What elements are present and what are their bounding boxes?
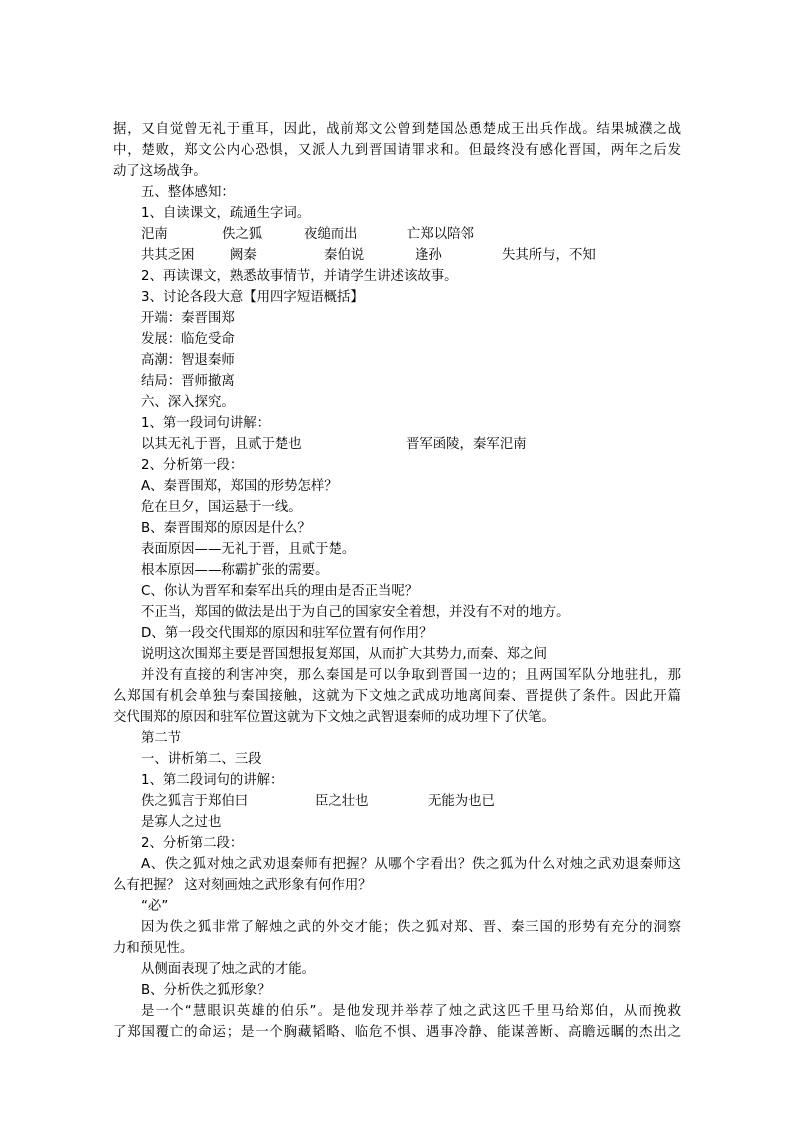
- text: 并没有直接的利害冲突，那么秦国是可以争取到晋国一边的；且两国军队分地驻扎，那: [141, 668, 681, 683]
- list-item: [0, 267, 794, 287]
- text: 了郑国覆亡的命运；是一个胸藏韬略、临危不惧、遇事冷静、能谋善断、高瞻远瞩的杰出之: [113, 1025, 681, 1040]
- phrase: 无能为也已: [428, 794, 495, 809]
- vocab-word: 亡郑以陪邻: [407, 227, 474, 242]
- text: “必”: [141, 899, 169, 914]
- answer: [0, 498, 794, 518]
- vocab-row: [0, 225, 794, 245]
- answer: [0, 645, 794, 665]
- text: 结局：晋师撤离: [141, 374, 235, 389]
- question: [0, 582, 794, 602]
- answer: [0, 1002, 794, 1022]
- stage-line: [0, 330, 794, 350]
- section-heading: [0, 393, 794, 413]
- text: 高潮：智退秦师: [141, 353, 235, 368]
- text: C、你认为晋军和秦军出兵的理由是否正当呢？: [141, 584, 419, 599]
- text: 么郑国有机会单独与秦国接触，这就为下文烛之武成功地离间秦、晋提供了条件。因此开篇: [113, 689, 681, 704]
- list-item: [0, 204, 794, 224]
- vocab-word: 共其乏困: [141, 248, 195, 263]
- question: [0, 981, 794, 1001]
- answer: [0, 687, 794, 707]
- stage-line: [0, 372, 794, 392]
- section-title: [0, 729, 794, 749]
- vocab-word: 秦伯说: [324, 248, 365, 263]
- phrase-row: [0, 792, 794, 812]
- text: 说明这次围郑主要是晋国想报复郑国，从而扩大其势力,而秦、郑之间: [141, 647, 547, 662]
- text: 1、第二段词句的讲解：: [141, 773, 284, 788]
- vocab-word: 逢孙: [415, 248, 442, 263]
- text: 开端：秦晋围郑: [141, 311, 235, 326]
- phrase: 晋军函陵，秦军汜南: [406, 437, 527, 452]
- text: 力和预见性。: [113, 941, 194, 956]
- answer: [0, 1023, 794, 1043]
- vocab-word: 佚之狐: [222, 227, 263, 242]
- text: 么有把握？ 这对刻画烛之武形象有何作用？: [113, 878, 372, 893]
- paragraph-line: [0, 120, 794, 140]
- question: [0, 855, 794, 875]
- phrase: 臣之壮也: [315, 794, 369, 809]
- text: 2、再读课文，熟悉故事情节，并请学生讲述该故事。: [141, 269, 458, 284]
- vocab-row: [0, 246, 794, 266]
- heading-text: 六、深入探究。: [141, 395, 235, 410]
- list-item: [0, 456, 794, 476]
- list-item: [0, 771, 794, 791]
- section-heading: [0, 183, 794, 203]
- text: 不正当，郑国的做法是出于为自己的国家安全着想，并没有不对的地方。: [141, 605, 570, 620]
- answer: [0, 540, 794, 560]
- paragraph-line: [0, 162, 794, 182]
- text: 2、分析第一段：: [141, 458, 244, 473]
- text: A、秦晋围郑，郑国的形势怎样？: [141, 479, 338, 494]
- list-item: [0, 288, 794, 308]
- question: [0, 519, 794, 539]
- paragraph-line: [0, 141, 794, 161]
- text: 发展：临危受命: [141, 332, 235, 347]
- text: 交代围郑的原因和驻军位置这就为下文烛之武智退秦师的成功埋下了伏笔。: [113, 710, 555, 725]
- stage-line: [0, 309, 794, 329]
- answer: [0, 918, 794, 938]
- phrase-row: [0, 813, 794, 833]
- heading-text: 一、讲析第二、三段: [141, 752, 262, 767]
- text: 据，又自觉曾无礼于重耳，因此，战前郑文公曾到楚国怂恿楚成王出兵作战。结果城濮之战: [113, 122, 681, 137]
- vocab-word: 汜南: [141, 227, 168, 242]
- vocab-word: 阙秦: [230, 248, 257, 263]
- answer: [0, 666, 794, 686]
- phrase: 是寡人之过也: [141, 815, 222, 830]
- phrase: 佚之狐言于郑伯曰: [141, 794, 249, 809]
- text: 根本原因——称霸扩张的需要。: [141, 563, 329, 578]
- heading-text: 五、整体感知：: [141, 185, 235, 200]
- list-item: [0, 414, 794, 434]
- answer: [0, 603, 794, 623]
- question: [0, 876, 794, 896]
- text: 1、自读课文，疏通生字词。: [141, 206, 311, 221]
- vocab-word: 夜缒而出: [304, 227, 358, 242]
- answer: [0, 708, 794, 728]
- title-text: 第二节: [141, 731, 182, 746]
- text: D、第一段交代围郑的原因和驻军位置有何作用？: [141, 626, 433, 641]
- list-item: [0, 834, 794, 854]
- text: 危在旦夕，国运悬于一线。: [141, 500, 302, 515]
- keyword: [0, 897, 794, 917]
- text: 从侧面表现了烛之武的才能。: [141, 962, 316, 977]
- question: [0, 477, 794, 497]
- text: B、分析佚之狐形象？: [141, 983, 271, 998]
- text: 3、讨论各段大意【用四字短语概括】: [141, 290, 364, 305]
- answer: [0, 561, 794, 581]
- text: 动了这场战争。: [113, 164, 207, 179]
- answer: [0, 939, 794, 959]
- text: B、秦晋围郑的原因是什么？: [141, 521, 311, 536]
- text: 因为佚之狐非常了解烛之武的外交才能；佚之狐对郑、晋、秦三国的形势有充分的洞察: [141, 920, 681, 935]
- text: 是一个“慧眼识英雄的伯乐”。是他发现并举荐了烛之武这匹千里马给郑伯，从而挽救: [141, 1004, 681, 1019]
- text: 中，楚败，郑文公内心恐惧，又派人九到晋国请罪求和。但最终没有感化晋国，两年之后发: [113, 143, 681, 158]
- text: 2、分析第二段：: [141, 836, 244, 851]
- phrase-row: [0, 435, 794, 455]
- answer: [0, 960, 794, 980]
- section-heading: [0, 750, 794, 770]
- stage-line: [0, 351, 794, 371]
- question: [0, 624, 794, 644]
- text: 1、第一段词句讲解：: [141, 416, 271, 431]
- text: 表面原因——无礼于晋，且贰于楚。: [141, 542, 356, 557]
- text: A、佚之狐对烛之武劝退秦师有把握？从哪个字看出？佚之狐为什么对烛之武劝退秦师这: [141, 857, 681, 872]
- vocab-word: 失其所与，不知: [502, 248, 596, 263]
- phrase: 以其无礼于晋，且贰于楚也: [141, 437, 302, 452]
